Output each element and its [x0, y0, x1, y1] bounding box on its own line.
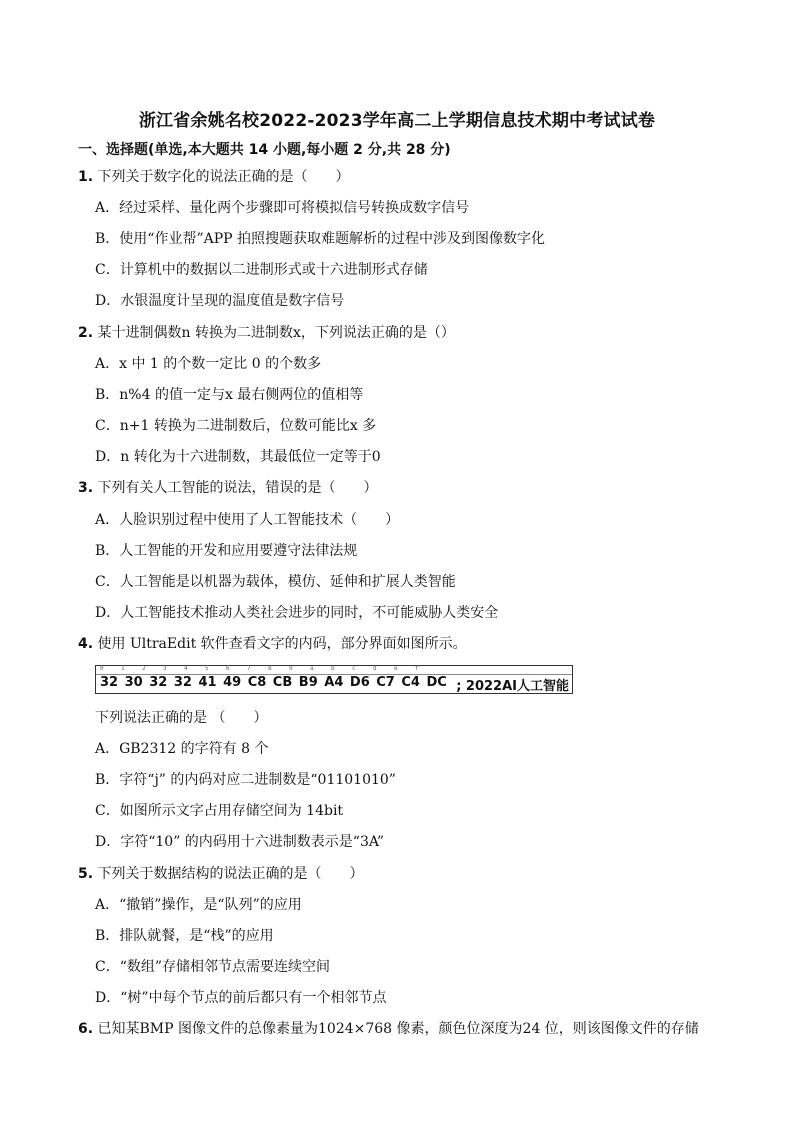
question-number: 5. — [78, 866, 94, 882]
question-3 — [78, 477, 378, 497]
q3-option-c: C．人工智能是以机器为载体，模仿、延伸和扩展人类智能 — [95, 574, 456, 590]
question-number: 1. — [78, 169, 94, 185]
question-4 — [78, 633, 467, 653]
ultraedit-hex-figure — [95, 665, 573, 694]
ruler-label: 6 — [226, 665, 230, 672]
q4-option-d: D．字符“10” 的内码用十六进制数表示是“3A” — [95, 834, 385, 850]
q5-option-d: D．“树”中每个节点的前后都只有一个相邻节点 — [95, 990, 387, 1006]
ruler-label: c — [352, 665, 356, 672]
q4-sub-stem: 下列说法正确的是 （ ） — [95, 710, 268, 726]
ruler-label: 4 — [184, 665, 188, 672]
q5-option-a: A．“撤销”操作，是“队列”的应用 — [95, 897, 302, 913]
decoded-text: ; 2022AI人工智能 — [456, 679, 569, 694]
question-number: 3. — [78, 480, 94, 496]
q3-option-d: D．人工智能技术推动人类社会进步的同时，不可能威胁人类安全 — [95, 605, 499, 621]
q1-option-b: B．使用“作业帮”APP 拍照搜题获取难题解析的过程中涉及到图像数字化 — [95, 231, 546, 247]
q1-option-d: D．水银温度计呈现的温度值是数字信号 — [95, 293, 345, 309]
question-number: 6. — [78, 1021, 94, 1037]
hex-ruler — [96, 666, 572, 675]
ruler-label: d — [373, 665, 377, 672]
q4-option-b: B．字符“j” 的内码对应二进制数是“01101010” — [95, 772, 396, 788]
ruler-label: 2 — [142, 665, 146, 672]
q3-option-a: A．人脸识别过程中使用了人工智能技术（ ） — [95, 512, 400, 528]
ruler-label: 7 — [247, 665, 251, 672]
q1-option-c: C．计算机中的数据以二进制形式或十六进制形式存储 — [95, 262, 428, 278]
section-heading: 一、选择题(单选,本大题共 14 小题,每小题 2 分,共 28 分) — [78, 142, 451, 158]
question-number: 2. — [78, 325, 94, 341]
question-number: 4. — [78, 636, 94, 652]
ruler-label: f — [415, 665, 419, 672]
q1-option-a: A．经过采样、量化两个步骤即可将模拟信号转换成数字信号 — [95, 200, 470, 216]
q2-option-c: C．n+1 转换为二进制数后，位数可能比x 多 — [95, 418, 377, 434]
q2-option-a: A．x 中 1 的个数一定比 0 的个数多 — [95, 356, 322, 372]
hex-bytes: 32 30 32 32 41 49 C8 CB B9 A4 D6 C7 C4 DC — [100, 675, 447, 690]
question-stem: 某十进制偶数n 转换为二进制数x，下列说法正确的是（） — [97, 325, 455, 341]
ruler-label: 8 — [268, 665, 272, 672]
question-1 — [78, 166, 350, 186]
ruler-label: a — [310, 665, 314, 672]
question-stem: 下列有关人工智能的说法，错误的是（ ） — [97, 480, 378, 496]
ruler-label: b — [331, 665, 335, 672]
question-stem: 下列关于数据结构的说法正确的是（ ） — [97, 866, 364, 882]
ruler-label: e — [394, 665, 398, 672]
question-5 — [78, 863, 364, 883]
question-stem: 已知某BMP 图像文件的总像素量为1024×768 像素，颜色位深度为24 位，则该图像文件的存储 — [97, 1021, 699, 1037]
q5-option-b: B．排队就餐，是“栈”的应用 — [95, 928, 274, 944]
question-stem: 下列关于数字化的说法正确的是（ ） — [97, 169, 350, 185]
question-2 — [78, 322, 455, 342]
ruler-label: 9 — [289, 665, 293, 672]
ruler-label: 0 — [100, 665, 104, 672]
q5-option-c: C．“数组”存储相邻节点需要连续空间 — [95, 959, 331, 975]
q4-option-c: C．如图所示文字占用存储空间为 14bit — [95, 803, 344, 819]
exam-title: 浙江省余姚名校2022-2023学年高二上学期信息技术期中考试试卷 — [138, 111, 656, 131]
ruler-label: 1 — [121, 665, 125, 672]
ruler-label: 3 — [163, 665, 167, 672]
q2-option-d: D．n 转化为十六进制数，其最低位一定等于0 — [95, 449, 381, 465]
question-stem: 使用 UltraEdit 软件查看文字的内码，部分界面如图所示。 — [97, 636, 467, 652]
q3-option-b: B．人工智能的开发和应用要遵守法律法规 — [95, 543, 358, 559]
q4-option-a: A．GB2312 的字符有 8 个 — [95, 741, 269, 757]
ruler-label: 5 — [205, 665, 209, 672]
q2-option-b: B．n%4 的值一定与x 最右侧两位的值相等 — [95, 387, 364, 403]
question-6 — [78, 1018, 699, 1038]
